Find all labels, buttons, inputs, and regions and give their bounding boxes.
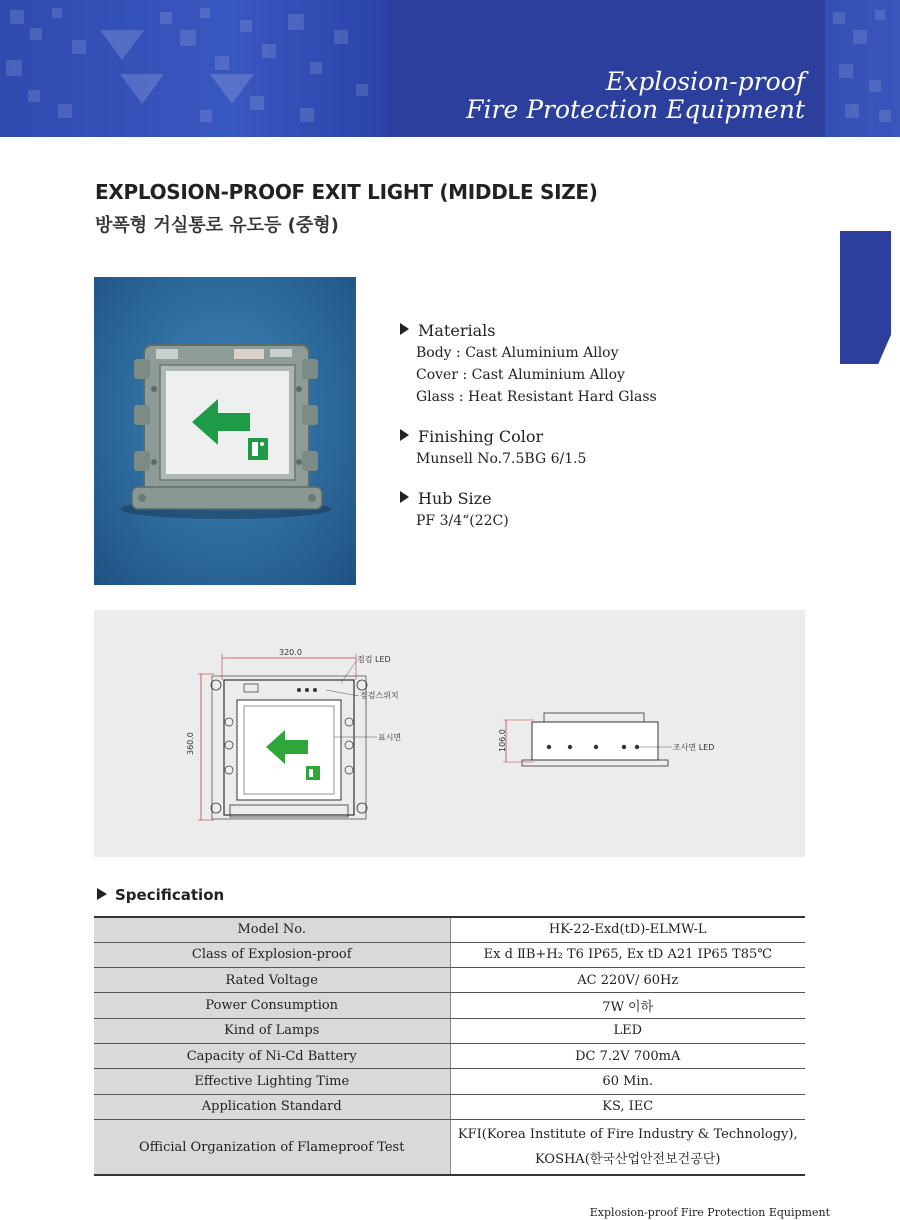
drawing-svg xyxy=(94,610,805,857)
table-row xyxy=(94,1119,805,1175)
product-title-ko: 방폭형 거실통로 유도등 (중형) xyxy=(95,215,339,236)
table-row xyxy=(94,993,805,1018)
row-label: Model No. xyxy=(94,917,450,942)
bullet-triangle-icon xyxy=(400,323,409,335)
spec-finishing-color xyxy=(400,426,780,470)
spec-line: Body : Cast Aluminium Alloy xyxy=(416,345,619,361)
row-value: AC 220V/ 60Hz xyxy=(450,968,805,993)
row-label: Capacity of Ni-Cd Battery xyxy=(94,1043,450,1068)
row-value xyxy=(450,1119,805,1175)
footer-text: Explosion-proof Fire Protection Equipment xyxy=(589,1206,830,1219)
width-dimension: 320.0 xyxy=(279,648,302,657)
row-value: KS, IEC xyxy=(450,1094,805,1119)
table-row xyxy=(94,1094,805,1119)
product-photo xyxy=(94,277,356,585)
spec-line: Cover : Cast Aluminium Alloy xyxy=(416,367,625,383)
exit-light-photo xyxy=(94,277,356,585)
side-tab xyxy=(840,231,891,364)
side-height-dimension: 106.0 xyxy=(498,729,507,752)
row-label: Application Standard xyxy=(94,1094,450,1119)
height-dimension: 360.0 xyxy=(186,732,195,755)
label-pilot-led: 점검 LED xyxy=(357,655,391,664)
row-label: Official Organization of Flameproof Test xyxy=(94,1119,450,1175)
header-title-line2: Fire Protection Equipment xyxy=(466,95,805,124)
row-value: LED xyxy=(450,1018,805,1043)
bullet-triangle-icon xyxy=(400,429,409,441)
row-value: DC 7.2V 700mA xyxy=(450,1043,805,1068)
spec-line: PF 3/4“(22C) xyxy=(416,513,509,529)
specification-table xyxy=(94,916,805,1176)
specification-title-text: Specification xyxy=(115,886,225,904)
row-value: HK-22-Exd(tD)-ELMW-L xyxy=(450,917,805,942)
spec-materials xyxy=(400,320,780,408)
table-row xyxy=(94,968,805,993)
spec-heading: Finishing Color xyxy=(418,427,544,446)
header-title xyxy=(466,68,805,124)
row-value: Ex d ⅡB+H₂ T6 IP65, Ex tD A21 IP65 T85℃ xyxy=(450,942,805,967)
label-test-switch: 점검스위치 xyxy=(360,691,399,700)
spec-heading: Hub Size xyxy=(418,489,492,508)
table-row xyxy=(94,942,805,967)
row-label: Effective Lighting Time xyxy=(94,1069,450,1094)
specification-title xyxy=(97,886,224,904)
technical-drawing xyxy=(94,610,805,857)
product-title-en: EXPLOSION-PROOF EXIT LIGHT (MIDDLE SIZE) xyxy=(95,180,598,204)
row-label: Rated Voltage xyxy=(94,968,450,993)
row-label: Kind of Lamps xyxy=(94,1018,450,1043)
row-label: Power Consumption xyxy=(94,993,450,1018)
row-label: Class of Explosion-proof xyxy=(94,942,450,967)
header-title-line1: Explosion-proof xyxy=(605,67,805,96)
bullet-triangle-icon xyxy=(97,888,107,900)
spec-line: Glass : Heat Resistant Hard Glass xyxy=(416,389,657,405)
table-row xyxy=(94,1069,805,1094)
table-row xyxy=(94,917,805,942)
header-right-pattern xyxy=(825,0,900,137)
product-specs xyxy=(400,320,780,550)
label-display-panel: 표시면 xyxy=(378,733,402,742)
row-value: 7W 이하 xyxy=(450,993,805,1018)
row-value: 60 Min. xyxy=(450,1069,805,1094)
row-value-line1: KFI(Korea Institute of Fire Industry & Technology), xyxy=(457,1127,798,1143)
spec-heading: Materials xyxy=(418,321,496,340)
table-row xyxy=(94,1043,805,1068)
label-illumination-led: 조사면 LED xyxy=(673,743,715,752)
row-value-line2: KOSHA(한국산업안전보건공단) xyxy=(535,1152,721,1168)
header-pattern xyxy=(0,0,387,137)
bullet-triangle-icon xyxy=(400,491,409,503)
spec-hub-size xyxy=(400,488,780,532)
page-header xyxy=(0,0,900,137)
spec-line: Munsell No.7.5BG 6/1.5 xyxy=(416,451,587,467)
table-row xyxy=(94,1018,805,1043)
